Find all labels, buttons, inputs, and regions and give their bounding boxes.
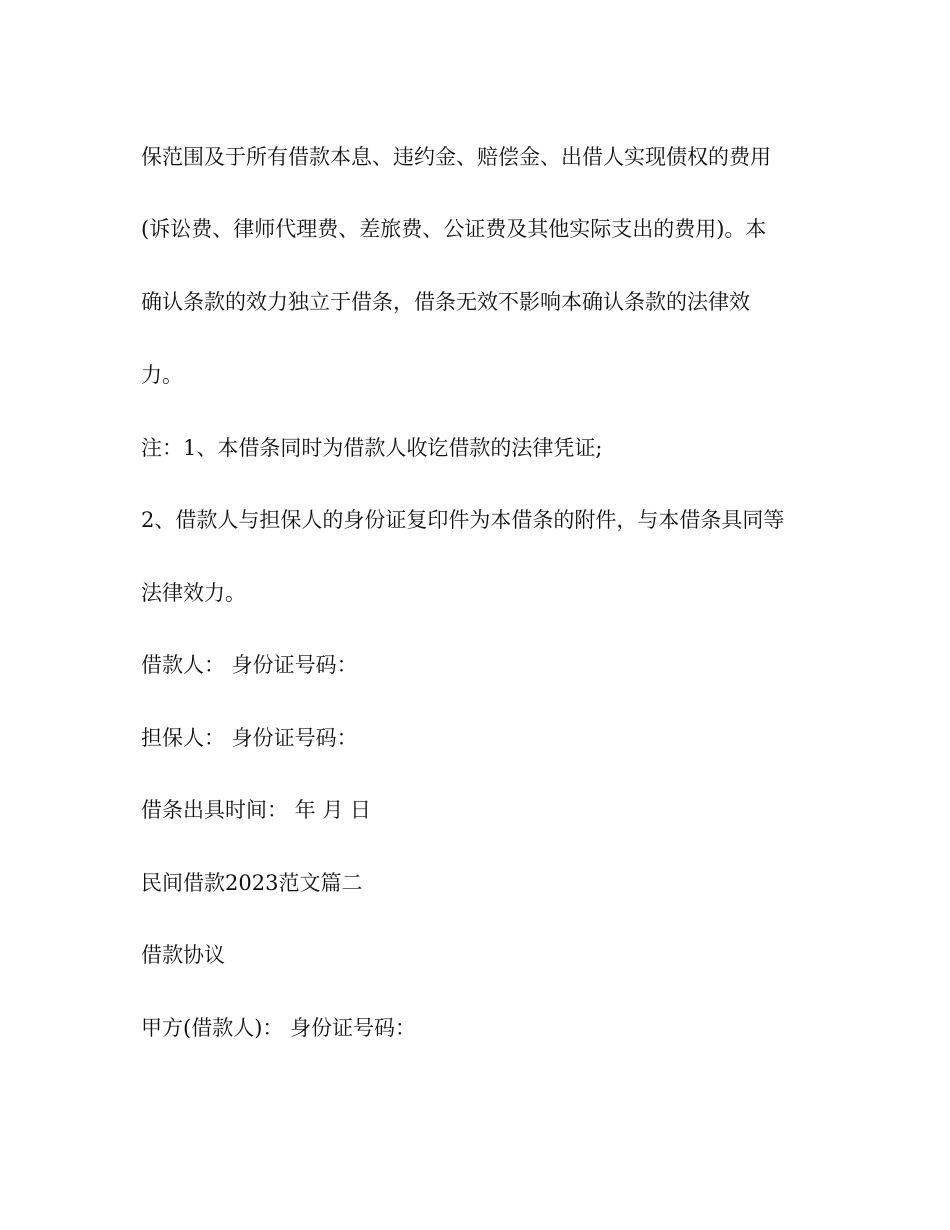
paragraph-line: 确认条款的效力独立于借条，借条无效不影响本确认条款的法律效 bbox=[141, 290, 750, 314]
paragraph-line: (诉讼费、律师代理费、差旅费、公证费及其他实际支出的费用)。本 bbox=[141, 217, 767, 241]
paragraph-line: 力。 bbox=[141, 363, 183, 387]
agreement-title: 借款协议 bbox=[141, 943, 225, 967]
party-a-field: 甲方(借款人)： 身份证号码： bbox=[141, 1016, 417, 1040]
note-line: 法律效力。 bbox=[141, 581, 246, 605]
note-line: 注：1、本借条同时为借款人收讫借款的法律凭证; bbox=[141, 436, 603, 460]
guarantor-field: 担保人： 身份证号码： bbox=[141, 726, 358, 750]
issue-date-field: 借条出具时间： 年 月 日 bbox=[141, 798, 372, 822]
borrower-field: 借款人： 身份证号码： bbox=[141, 653, 358, 677]
note-line: 2、借款人与担保人的身份证复印件为本借条的附件，与本借条具同等 bbox=[141, 508, 785, 532]
section-heading: 民间借款2023范文篇二 bbox=[141, 871, 363, 895]
paragraph-line: 保范围及于所有借款本息、违约金、赔偿金、出借人实现债权的费用 bbox=[141, 145, 771, 169]
